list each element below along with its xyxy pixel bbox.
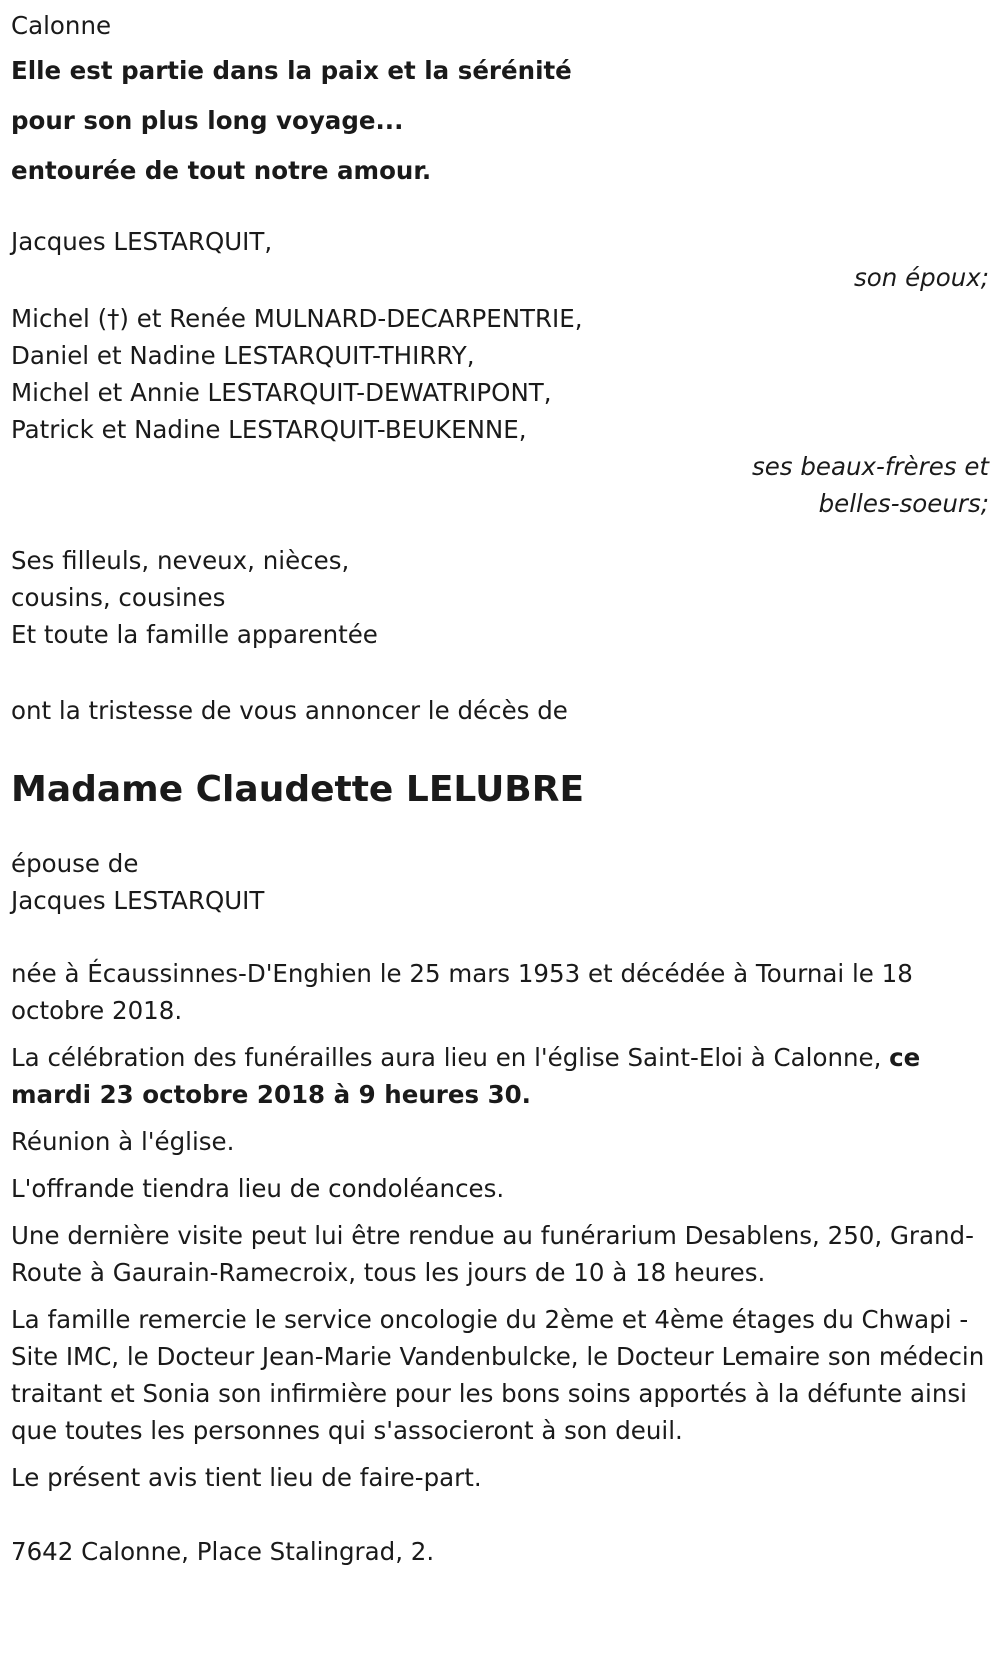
- offering-info: L'offrande tiendra lieu de condoléances.: [11, 1174, 505, 1203]
- funeral-date: ce mardi 23 octobre 2018 à 9 heures 30.: [11, 1043, 921, 1109]
- spouse-name: Jacques LESTARQUIT: [11, 886, 265, 915]
- motto: [11, 46, 991, 196]
- family-block: [11, 542, 991, 653]
- meeting-info: Réunion à l'église.: [11, 1127, 235, 1156]
- in-law-name: Michel (†) et Renée MULNARD-DECARPENTRIE,: [11, 304, 583, 333]
- locality: Calonne: [11, 11, 112, 40]
- thanks-text: La famille remercie le service oncologie du 2ème et 4ème étages du Chwapi - Site IMC, le Docteur Jean-Marie Vandenbulcke, le Docteur Lemaire son médecin traitant et Sonia son infirmière pour les bons soins apportés à la défunte ainsi que toutes les personnes qui s'associeront à son deuil.: [11, 1305, 985, 1445]
- address: 7642 Calonne, Place Stalingrad, 2.: [11, 1537, 435, 1566]
- motto-line: Elle est partie dans la paix et la sérénité: [11, 56, 572, 85]
- in-laws-relation: ses beaux-frères et: [751, 452, 989, 481]
- family-line: cousins, cousines: [11, 583, 226, 612]
- death-notice: [11, 6, 991, 1572]
- birth-death-dates: née à Écaussinnes-D'Enghien le 25 mars 1953 et décédée à Tournai le 18 octobre 2018.: [11, 959, 913, 1025]
- spouse-block: [11, 845, 991, 919]
- family-line: Et toute la famille apparentée: [11, 620, 378, 649]
- in-law-name: Patrick et Nadine LESTARQUIT-BEUKENNE,: [11, 415, 527, 444]
- funeral-info: [11, 1039, 991, 1113]
- spouse-label: épouse de: [11, 849, 139, 878]
- in-laws-relation: belles-soeurs;: [818, 489, 989, 518]
- husband-name: Jacques LESTARQUIT,: [11, 227, 273, 256]
- husband-relation: son époux;: [854, 263, 989, 292]
- family-line: Ses filleuls, neveux, nièces,: [11, 546, 350, 575]
- in-law-name: Michel et Annie LESTARQUIT-DEWATRIPONT,: [11, 378, 552, 407]
- husband-block: [11, 224, 991, 296]
- funeral-text: La célébration des funérailles aura lieu en l'église Saint-Eloi à Calonne,: [11, 1043, 890, 1072]
- motto-line: pour son plus long voyage...: [11, 106, 404, 135]
- announcement: ont la tristesse de vous annoncer le décès de: [11, 696, 568, 725]
- in-law-name: Daniel et Nadine LESTARQUIT-THIRRY,: [11, 341, 475, 370]
- motto-line: entourée de tout notre amour.: [11, 156, 432, 185]
- notice-text: Le présent avis tient lieu de faire-part.: [11, 1463, 482, 1492]
- visit-info: Une dernière visite peut lui être rendue au funérarium Desablens, 250, Grand-Route à Gaurain-Ramecroix, tous les jours de 10 à 18 heures.: [11, 1221, 974, 1287]
- deceased-name: Madame Claudette LELUBRE: [11, 769, 585, 810]
- in-laws-block: [11, 300, 991, 522]
